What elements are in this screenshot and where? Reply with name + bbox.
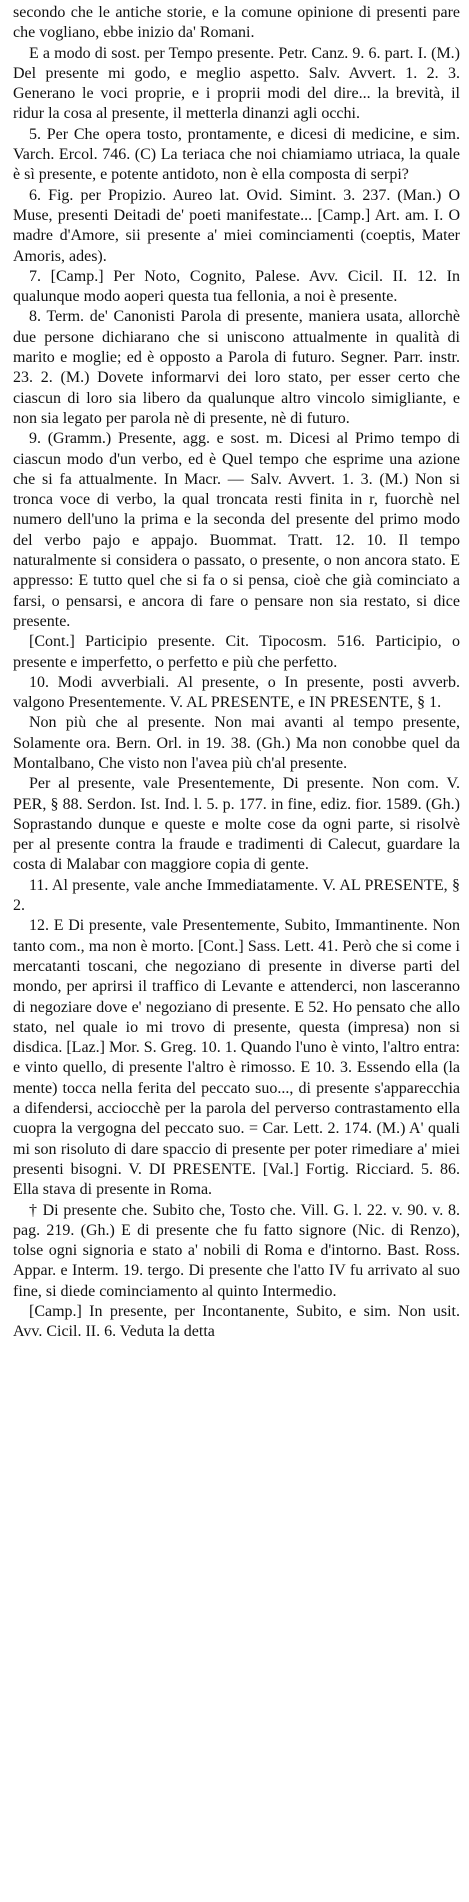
entry-paragraph-7: 7. [Camp.] Per Noto, Cognito, Palese. Avv. Cicil. II. 12. In qualunque modo aoperi questa tua fellonia, a noi è presente. bbox=[13, 267, 460, 306]
entry-paragraph-non-piu: Non più che al presente. Non mai avanti al tempo presente, Solamente ora. Bern. Orl. in 19. 38. (Gh.) Ma non conobbe quel da Montalbano, Che visto non l'avea più ch'al presente. bbox=[13, 714, 460, 772]
entry-paragraph-6: 6. Fig. per Propizio. Aureo lat. Ovid. Simint. 3. 237. (Man.) O Muse, presenti Deitadi de' poeti manifestate... [Camp.] Art. am. I. O madre d'Amore, sii presente a' miei cominciamenti (coeptis, Mater Amoris, ades). bbox=[13, 186, 460, 265]
entry-paragraph-10: 10. Modi avverbiali. Al presente, o In presente, posti avverb. valgono Presentemente. V. AL PRESENTE, e IN PRESENTE, § 1. bbox=[13, 673, 460, 712]
entry-paragraph-continuation: secondo che le antiche storie, e la comune opinione di presenti pare che vogliano, ebbe inizio da' Romani. bbox=[13, 4, 460, 42]
entry-paragraph-8: 8. Term. de' Canonisti Parola di presente, maniera usata, allorchè due persone dichiarano che si uniscono attualmente in qualità di marito e moglie; ed è opposto a Parola di futuro. Segner. Parr. instr. 23. 2. (M.) Dovete informarvi dei loro stato, per esser certo che ciascun di loro sia libero da qualunque altro vincolo simigliante, e non sia legato per parola nè di presente, nè di futuro. bbox=[13, 308, 460, 427]
entry-paragraph-9: 9. (Gramm.) Presente, agg. e sost. m. Dicesi al Primo tempo di ciascun modo d'un verbo, ed è Quel tempo che esprime una azione che si fa attualmente. In Macr. — Salv. Avvert. 1. 3. (M.) Non si tronca voce di verbo, la qual troncata resti finita in r, fuorchè nel numero dell'uno la prima e la seconda del presente del primo modo del verbo pajo e appajo. Buommat. Tratt. 12. 10. Il tempo naturalmente si considera o passato, o presente, o non ancora stato. E appresso: E tutto quel che si fa o si pensa, cioè che già cominciato a farsi, o pensarsi, e ancora di fare o pensare non sia restato, si dice presente. bbox=[13, 430, 460, 630]
entry-paragraph-di-presente-che: † Di presente che. Subito che, Tosto che. Vill. G. l. 22. v. 90. v. 8. pag. 219. (Gh.) E di presente che fu fatto signore (Nic. di Renzo), tolse ogni signoria e stato a' nobili di Roma e d'intorno. Bast. Ross. Appar. e Interm. 19. tergo. Di presente che l'atto IV fu arrivato al suo fine, si diede cominciamento al quinto Intermedio. bbox=[13, 1201, 460, 1300]
entry-paragraph-in-presente: [Camp.] In presente, per Incontanente, Subito, e sim. Non usit. Avv. Cicil. II. 6. Veduta la detta bbox=[13, 1303, 460, 1341]
entry-paragraph-per-al-presente: Per al presente, vale Presentemente, Di presente. Non com. V. PER, § 88. Serdon. Ist. Ind. l. 5. p. 177. in fine, ediz. fior. 1589. (Gh.) Soprastando dunque e queste e molte cose da ogni parte, si risolvè per al presente contra la fraude e tradimenti di Calecut, guardare la costa di Malabar con maggiore copia di gente. bbox=[13, 775, 460, 874]
entry-paragraph-5: 5. Per Che opera tosto, prontamente, e dicesi di medicine, e sim. Varch. Ercol. 746. (C) La teriaca che noi chiamiamo utriaca, la quale è sì presente, e potente antidoto, non è ella composta di serpi? bbox=[13, 125, 460, 184]
entry-paragraph-11: 11. Al presente, vale anche Immediatamente. V. AL PRESENTE, § 2. bbox=[13, 876, 460, 915]
entry-paragraph-sost: E a modo di sost. per Tempo presente. Petr. Canz. 9. 6. part. I. (M.) Del presente mi godo, e meglio aspetto. Salv. Avvert. 1. 2. 3. Generano le voci proprie, e i proprii modi del dire... la brevità, il ridur la cosa al presente, il metterla dinanzi agli occhi. bbox=[13, 44, 460, 123]
entry-paragraph-participio: [Cont.] Participio presente. Cit. Tipocosm. 516. Participio, o presente e imperfetto, o perfetto e più che perfetto. bbox=[13, 633, 460, 671]
entry-paragraph-12: 12. E Di presente, vale Presentemente, Subito, Immantinente. Non tanto com., ma non è morto. [Cont.] Sass. Lett. 41. Però che si come i mercatanti toscani, che negoziano di presente in diverse parti del mondo, per aprirsi il traffico di Levante e attenderci, non lasceranno di negoziare dove e' negoziano di presente. E 52. Ho pensato che allo stato, nel quale io mi trovo di presente, questa (impresa) non si disdica. [Laz.] Mor. S. Greg. 10. 1. Quando l'uno è vinto, l'altro entra: e vinto quello, di presente l'altro è rimosso. E 10. 3. Essendo ella (la mente) tocca nella ferita del peccato suo..., di presente s'apparecchia a difendersi, acciocchè per la parola del perverso contrastamento ella cuopra la vergogna del peccato suo. = Car. Lett. 2. 174. (M.) A' quali mi son risoluto di dare spaccio di presente per poter rimediare a' miei presenti bisogni. V. DI PRESENTE. [Val.] Fortig. Ricciard. 5. 86. Ella stava di presente in Roma. bbox=[13, 917, 460, 1199]
